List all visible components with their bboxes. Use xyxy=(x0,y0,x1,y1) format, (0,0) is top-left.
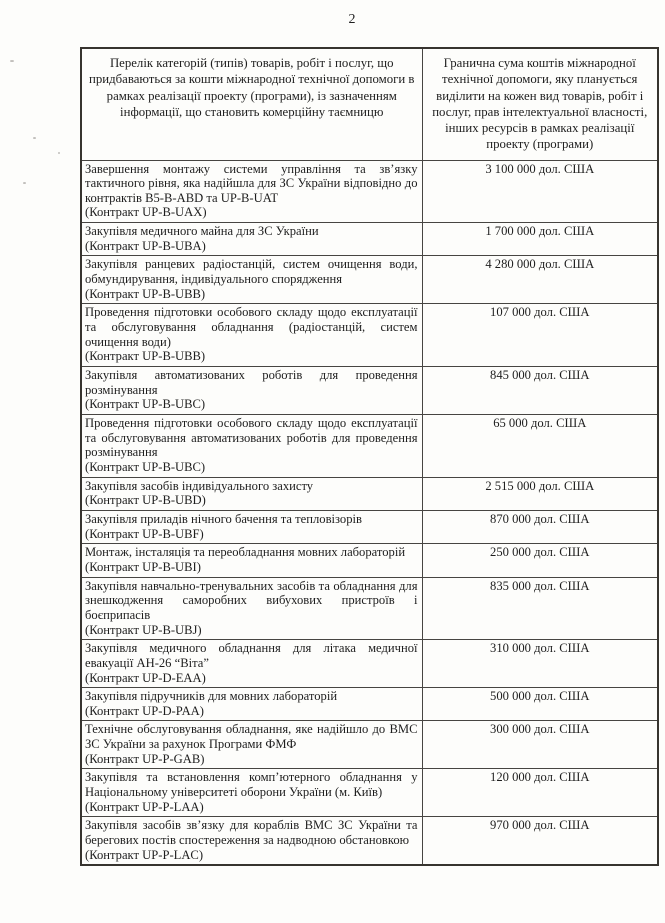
item-cell xyxy=(81,367,422,415)
item-cell xyxy=(81,688,422,721)
item-cell xyxy=(81,769,422,817)
contract-code: (Контракт UP-D-EAA) xyxy=(85,670,206,685)
contract-code: (Контракт UP-B-UBB) xyxy=(85,349,206,364)
amount-value: 835 000 дол. США xyxy=(422,577,658,640)
table-row xyxy=(81,577,658,640)
table-row xyxy=(81,367,658,415)
table-row xyxy=(81,688,658,721)
amount-value: 300 000 дол. США xyxy=(422,721,658,769)
amount-value: 2 515 000 дол. США xyxy=(422,477,658,510)
item-description: Закупівля засобів зв’язку для кораблів ВМС ЗС України та берегових постів спостереження за надводною обстановкою xyxy=(85,818,418,848)
scan-noise-speck xyxy=(33,137,36,139)
amount-value: 65 000 дол. США xyxy=(422,415,658,478)
table-header-row xyxy=(81,48,658,160)
amount-value: 107 000 дол. США xyxy=(422,304,658,367)
amount-value: 3 100 000 дол. США xyxy=(422,160,658,223)
table-row xyxy=(81,160,658,223)
table-row xyxy=(81,544,658,577)
procurement-table xyxy=(80,47,659,866)
scan-noise-speck xyxy=(10,60,14,62)
amount-value: 500 000 дол. США xyxy=(422,688,658,721)
amount-value: 870 000 дол. США xyxy=(422,510,658,543)
amount-value: 970 000 дол. США xyxy=(422,817,658,865)
item-description: Завершення монтажу системи управління та зв’язку тактичного рівня, яка надійшла для ЗС України відповідно до контрактів B5-B-ABD та UP-B-UAT xyxy=(85,161,418,205)
item-cell xyxy=(81,817,422,865)
item-cell xyxy=(81,223,422,256)
table-row xyxy=(81,640,658,688)
table-row xyxy=(81,477,658,510)
table-row xyxy=(81,223,658,256)
header-col-categories: Перелік категорій (типів) товарів, робіт і послуг, що придбаваються за кошти міжнародної технічної допомоги в рамках реалізації проекту (програми), із зазначенням інформації, що становить комерційну таємницю xyxy=(81,48,422,160)
item-cell xyxy=(81,415,422,478)
item-description: Закупівля автоматизованих роботів для проведення розмінування xyxy=(85,368,418,397)
item-description: Закупівля ранцевих радіостанцій, систем очищення води, обмундирування, індивідуального спорядження xyxy=(85,257,418,287)
contract-code: (Контракт UP-B-UBF) xyxy=(85,526,204,541)
item-cell xyxy=(81,544,422,577)
item-description: Закупівля медичного обладнання для літака медичної евакуації АН-26 “Віта” xyxy=(85,641,418,670)
item-description: Закупівля навчально-тренувальних засобів та обладнання для знешкодження саморобних вибухових пристроїв і боєприпасів xyxy=(85,578,418,622)
contract-code: (Контракт UP-B-UAX) xyxy=(85,205,207,220)
table-body xyxy=(81,160,658,865)
amount-value: 120 000 дол. США xyxy=(422,769,658,817)
table-row xyxy=(81,256,658,304)
scan-noise-speck xyxy=(58,152,60,154)
table-row xyxy=(81,817,658,865)
contract-code: (Контракт UP-B-UBD) xyxy=(85,493,206,508)
item-cell xyxy=(81,640,422,688)
table-row xyxy=(81,769,658,817)
header-col-amount-limit: Гранична сума коштів міжнародної технічної допомоги, яку планується виділити на кожен вид товарів, робіт і послуг, прав інтелектуальної власності, інших ресурсів в рамках реалізації проекту (програми) xyxy=(422,48,658,160)
amount-value: 845 000 дол. США xyxy=(422,367,658,415)
contract-code: (Контракт UP-B-UBC) xyxy=(85,459,206,474)
table-row xyxy=(81,415,658,478)
contract-code: (Контракт UP-B-UBJ) xyxy=(85,622,202,637)
table-row xyxy=(81,510,658,543)
contract-code: (Контракт UP-D-PAA) xyxy=(85,703,204,718)
item-cell xyxy=(81,160,422,223)
contract-code: (Контракт UP-P-LAC) xyxy=(85,847,204,862)
item-cell xyxy=(81,256,422,304)
table-row xyxy=(81,304,658,367)
contract-code: (Контракт UP-P-GAB) xyxy=(85,751,205,766)
amount-value: 310 000 дол. США xyxy=(422,640,658,688)
item-description: Закупівля медичного майна для ЗС України xyxy=(85,224,319,239)
item-description: Монтаж, інсталяція та переобладнання мовних лабораторій xyxy=(85,545,406,560)
item-description: Закупівля приладів нічного бачення та тепловізорів xyxy=(85,511,362,526)
item-description: Закупівля засобів індивідуального захисту xyxy=(85,478,314,493)
item-cell xyxy=(81,577,422,640)
item-description: Закупівля та встановлення комп’ютерного обладнання у Національному університеті оборони України (м. Київ) xyxy=(85,770,418,800)
page-number: 2 xyxy=(348,12,356,27)
item-description: Проведення підготовки особового складу щодо експлуатації та обслуговування обладнання (радіостанцій, систем очищення води) xyxy=(85,305,418,349)
item-cell xyxy=(81,477,422,510)
item-cell xyxy=(81,510,422,543)
amount-value: 4 280 000 дол. США xyxy=(422,256,658,304)
item-description: Технічне обслуговування обладнання, яке надійшло до ВМС ЗС України за рахунок Програми ФМФ xyxy=(85,722,418,752)
contract-code: (Контракт UP-B-UBA) xyxy=(85,238,206,253)
scan-noise-speck xyxy=(23,182,26,184)
document-page xyxy=(80,47,657,866)
item-description: Закупівля підручників для мовних лабораторій xyxy=(85,689,338,704)
item-description: Проведення підготовки особового складу щодо експлуатації та обслуговування автоматизованих роботів для проведення розмінування xyxy=(85,416,418,460)
contract-code: (Контракт UP-B-UBC) xyxy=(85,397,206,412)
amount-value: 250 000 дол. США xyxy=(422,544,658,577)
contract-code: (Контракт UP-B-UBI) xyxy=(85,559,201,574)
item-cell xyxy=(81,721,422,769)
contract-code: (Контракт UP-P-LAA) xyxy=(85,799,204,814)
item-cell xyxy=(81,304,422,367)
table-row xyxy=(81,721,658,769)
amount-value: 1 700 000 дол. США xyxy=(422,223,658,256)
contract-code: (Контракт UP-B-UBB) xyxy=(85,286,206,301)
